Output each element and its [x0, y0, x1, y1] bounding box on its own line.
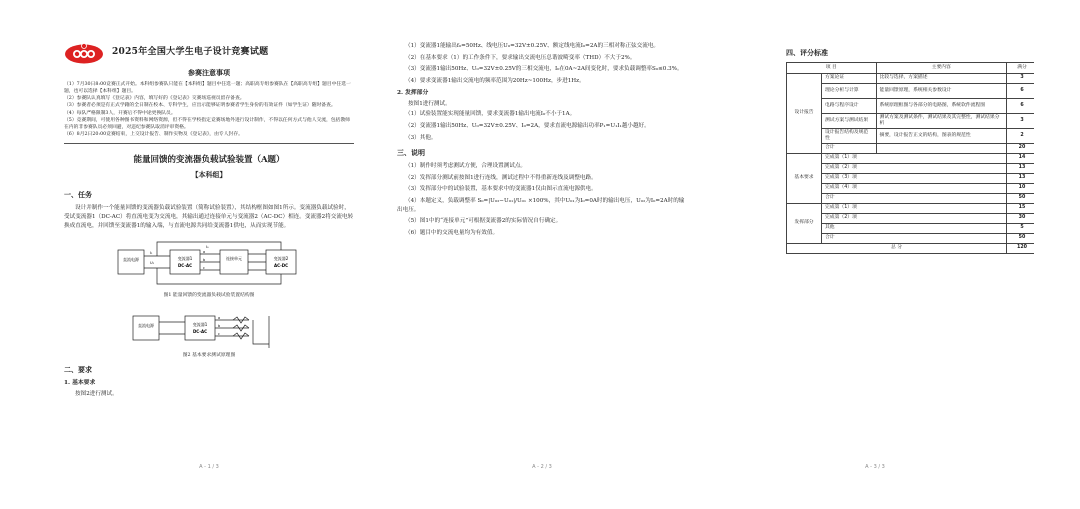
- row-points: 13: [1007, 173, 1035, 183]
- page-footer: A - 2 / 3: [532, 464, 552, 471]
- notice-item: （3）参赛者必须是有正式学籍的全日制在校本、专科学生，应出示能够证明参赛者学生身份的有效证件（如学生证）随时备查。: [64, 103, 336, 109]
- scoring-table: [786, 62, 1034, 254]
- figure-2-test-diagram: [129, 306, 289, 350]
- fig2-conv1-name: 变流器1: [192, 321, 208, 327]
- row-content: 系统原理框图与各部分的电路图，系统软件流程图: [876, 98, 1006, 113]
- page-3: [716, 28, 1034, 484]
- fig1-conv1-type: DC-AC: [177, 263, 193, 269]
- fig2-dc-source: 直流电源: [138, 322, 154, 328]
- row-points: 3: [1007, 73, 1035, 83]
- header-item: 项 目: [787, 62, 877, 73]
- row-name: 理论分析与计算: [822, 83, 877, 98]
- fig1-label-i1: I₁: [150, 251, 153, 256]
- row-name: 测试方案与测试结果: [822, 113, 877, 128]
- advanced-item: （3）其他。: [405, 134, 437, 141]
- fig2-conv1-type: DC-AC: [192, 328, 208, 334]
- group-design: 设计报告: [787, 73, 822, 153]
- table-row: [787, 173, 1035, 183]
- row-points: 13: [1007, 163, 1035, 173]
- row-points: 15: [1007, 203, 1035, 213]
- row-points: 10: [1007, 183, 1035, 193]
- section-notes-title: 三、说明: [397, 149, 425, 158]
- fig1-label-a: a: [203, 250, 206, 255]
- notice-item: （6）8月2日20:00竞赛结束，上交设计报告、制作实物及《登记表》，由专人封存。: [64, 132, 243, 138]
- total-label: 总 分: [787, 243, 1007, 253]
- row-content: [876, 143, 1006, 153]
- table-row-subtotal: [787, 193, 1035, 203]
- basic-item: （4）要求变流器1输出交流电的频率范围为20Hz~100Hz，步进1Hz。: [405, 77, 585, 84]
- row-name: 合计: [822, 193, 1007, 203]
- fig2-label-b: b: [218, 323, 221, 328]
- row-name: 设计报告结构及规范性: [822, 128, 877, 143]
- row-name: 合计: [822, 233, 1007, 243]
- basic-item: （2）在基本要求（1）的工作条件下，要求输出交流电压总谐波畸变率（THD）不大于2%。: [405, 54, 636, 61]
- table-row: [787, 183, 1035, 193]
- competition-logo: [64, 42, 104, 64]
- fig1-conv2-type: AC-DC: [273, 263, 289, 269]
- row-content: 能量回馈原理，系统相关参数设计: [876, 83, 1006, 98]
- table-row: [787, 213, 1035, 223]
- row-points: 2: [1007, 128, 1035, 143]
- table-row-subtotal: [787, 143, 1035, 153]
- advanced-item: （1）试验装置能实现能量回馈，要求变流器1输出电流I₀不小于1A。: [405, 111, 576, 118]
- notice-item: （5）竞赛期间，可使用各种图书资料和网络资源，但不得在学校指定竞赛场地外进行设计制作，不得以任何方式与他人交流，包括教师在内的非参赛队员必须回避，对违纪参赛队取消评审资格。: [64, 117, 351, 130]
- row-points: 30: [1007, 213, 1035, 223]
- table-row: [787, 223, 1035, 233]
- advanced-title: 2. 发挥部分: [397, 89, 429, 96]
- note-item: （2）发挥部分测试前按图1进行连线，测试过程中不得重新连线及调整电路。: [405, 174, 597, 181]
- table-row-subtotal: [787, 233, 1035, 243]
- figure-2-caption: 图2 基本要求测试原理图: [182, 352, 236, 358]
- page-2: [383, 28, 701, 484]
- basic-item: （1）变流器1能输出f₀=50Hz、线电压U₀=32V±0.25V、额定线电流I₀=2A的三相对称正弦交流电。: [405, 43, 660, 49]
- fig1-conv1-name: 变流器1: [177, 256, 193, 262]
- fig1-conv2-name: 变流器2: [273, 256, 289, 262]
- advanced-item: （2）变流器1输出50Hz、U₀=32V±0.25V、I₀=2A，要求直流电源输出功率P₁=U₁I₁越小越好。: [405, 122, 650, 129]
- row-content: 测试方案及测试条件，测试结果及其完整性，测试结果分析: [876, 113, 1006, 128]
- table-row: [787, 153, 1035, 163]
- competition-title: 2025年全国大学生电子设计竞赛试题: [112, 47, 269, 58]
- table-row: [787, 83, 1035, 98]
- group-label: 【本科组】: [191, 169, 227, 179]
- task-text: 设计并制作一个能量回馈的变流器负载试验装置（简称试验装置），其结构框图如图1所示。变流器负载试验时，受试变流器1（DC-AC）将直流电变为交流电，其输出通过连接单元与变流器2（AC-DC）相连。变流器2将交流电转换成直流电，并回馈至变流器1的输入端，与直流电源共同给变流器1供电，从而实现节能。: [64, 205, 354, 229]
- fig2-label-a: a: [218, 315, 221, 320]
- notice-item: （1）7月30日8:00竞赛正式开始。本科组参赛队只能在【本科组】题目中任选一题；高职高专组参赛队在【高职高专组】题目中任选一题，也可以选择【本科组】题目。: [64, 81, 351, 95]
- row-name: 完成第（1）项: [822, 203, 1007, 213]
- row-name: 完成第（2）项: [822, 163, 1007, 173]
- fig1-label-io: I₀: [206, 245, 209, 250]
- note-item: （6）题目中的交流电量均为有效值。: [405, 230, 499, 237]
- problem-title: 能量回馈的变流器负载试验装置（A题）: [133, 155, 285, 166]
- fig2-label-c: c: [218, 331, 220, 336]
- figure-1-caption: 图1 能量回馈的变流器负载试验装置结构图: [163, 293, 255, 299]
- table-row: [787, 73, 1035, 83]
- row-points: 3: [1007, 113, 1035, 128]
- basic-requirements-title: 1. 基本要求: [64, 379, 96, 386]
- row-name: 方案论证: [822, 73, 877, 83]
- fig1-label-b: b: [203, 258, 206, 263]
- total-points: 120: [1007, 243, 1035, 253]
- row-points: 6: [1007, 98, 1035, 113]
- row-name: 合计: [822, 143, 877, 153]
- notice-title: 参赛注意事项: [188, 68, 230, 77]
- basic-intro: 按图2进行测试。: [75, 390, 118, 397]
- notice-item: （2）参赛队认真填写《登记表》内容，填写好的《登记表》交赛场巡视员留存备查。: [64, 96, 245, 102]
- page-footer: A - 1 / 3: [199, 464, 219, 471]
- row-points: 50: [1007, 193, 1035, 203]
- figure-1-block-diagram: [114, 236, 304, 290]
- section-scoring-title: 四、评分标准: [786, 49, 828, 57]
- row-content: 比较与选择，方案描述: [876, 73, 1006, 83]
- group-advanced: 发挥部分: [787, 203, 822, 243]
- divider: [64, 143, 354, 144]
- row-name: 电路与程序设计: [822, 98, 877, 113]
- notice-list: [64, 81, 354, 139]
- row-points: 6: [1007, 83, 1035, 98]
- table-row: [787, 128, 1035, 143]
- row-content: 摘要，设计报告正文的结构，图表的规范性: [876, 128, 1006, 143]
- table-header-row: [787, 62, 1035, 73]
- notice-item: （4）每队严格限制3人，开赛后不得中途更换队员。: [64, 110, 176, 116]
- header-row: [64, 42, 354, 64]
- table-row: [787, 113, 1035, 128]
- note-item: （3）发挥部分中的试验装置，基本要求中的变流器1仅由图示直流电源供电。: [405, 186, 597, 193]
- note-item: （4）本题定义，负载调整率 S₀=|U₀₂−U₀₁|/U₀₁ ×100%，其中U₀₁为I₀=0A时的输出电压，U₀₂为I₀=2A时的输出电压。: [397, 198, 685, 213]
- table-row: [787, 203, 1035, 213]
- fig1-label-u1: U₁: [150, 261, 155, 266]
- note-item: （5）图1中的“连接单元”可根据变流器2的实际情况自行确定。: [405, 218, 562, 225]
- table-row: [787, 163, 1035, 173]
- row-name: 完成第（2）项: [822, 213, 1007, 223]
- group-basic: 基本要求: [787, 153, 822, 203]
- fig1-link-name: 连接单元: [226, 256, 242, 262]
- row-points: 14: [1007, 153, 1035, 163]
- note-item: （1）制作时须考虑测试方便，合理设置测试点。: [405, 163, 527, 170]
- basic-item: （3）变流器1输出50Hz、U₀=32V±0.25V的三相交流电，I₀在0A~2A间变化时，要求负载调整率S₀≤0.3%。: [405, 66, 683, 73]
- table-row: [787, 98, 1035, 113]
- row-name: 完成第（1）项: [822, 153, 1007, 163]
- fig1-label-c: c: [203, 266, 205, 271]
- section-task-title: 一、任务: [64, 191, 92, 200]
- section-requirements-title: 二、要求: [64, 366, 92, 375]
- row-name: 其他: [822, 223, 1007, 233]
- fig1-dc-source: 直流电源: [123, 257, 139, 263]
- row-name: 完成第（4）项: [822, 183, 1007, 193]
- advanced-intro: 按图1进行测试。: [408, 100, 451, 107]
- row-points: 5: [1007, 223, 1035, 233]
- page-1: [50, 28, 368, 484]
- header-content: 主要内容: [876, 62, 1006, 73]
- table-row-total: [787, 243, 1035, 253]
- row-points: 50: [1007, 233, 1035, 243]
- row-points: 20: [1007, 143, 1035, 153]
- header-points: 满分: [1007, 62, 1035, 73]
- row-name: 完成第（3）项: [822, 173, 1007, 183]
- page-footer: A - 3 / 3: [865, 464, 885, 471]
